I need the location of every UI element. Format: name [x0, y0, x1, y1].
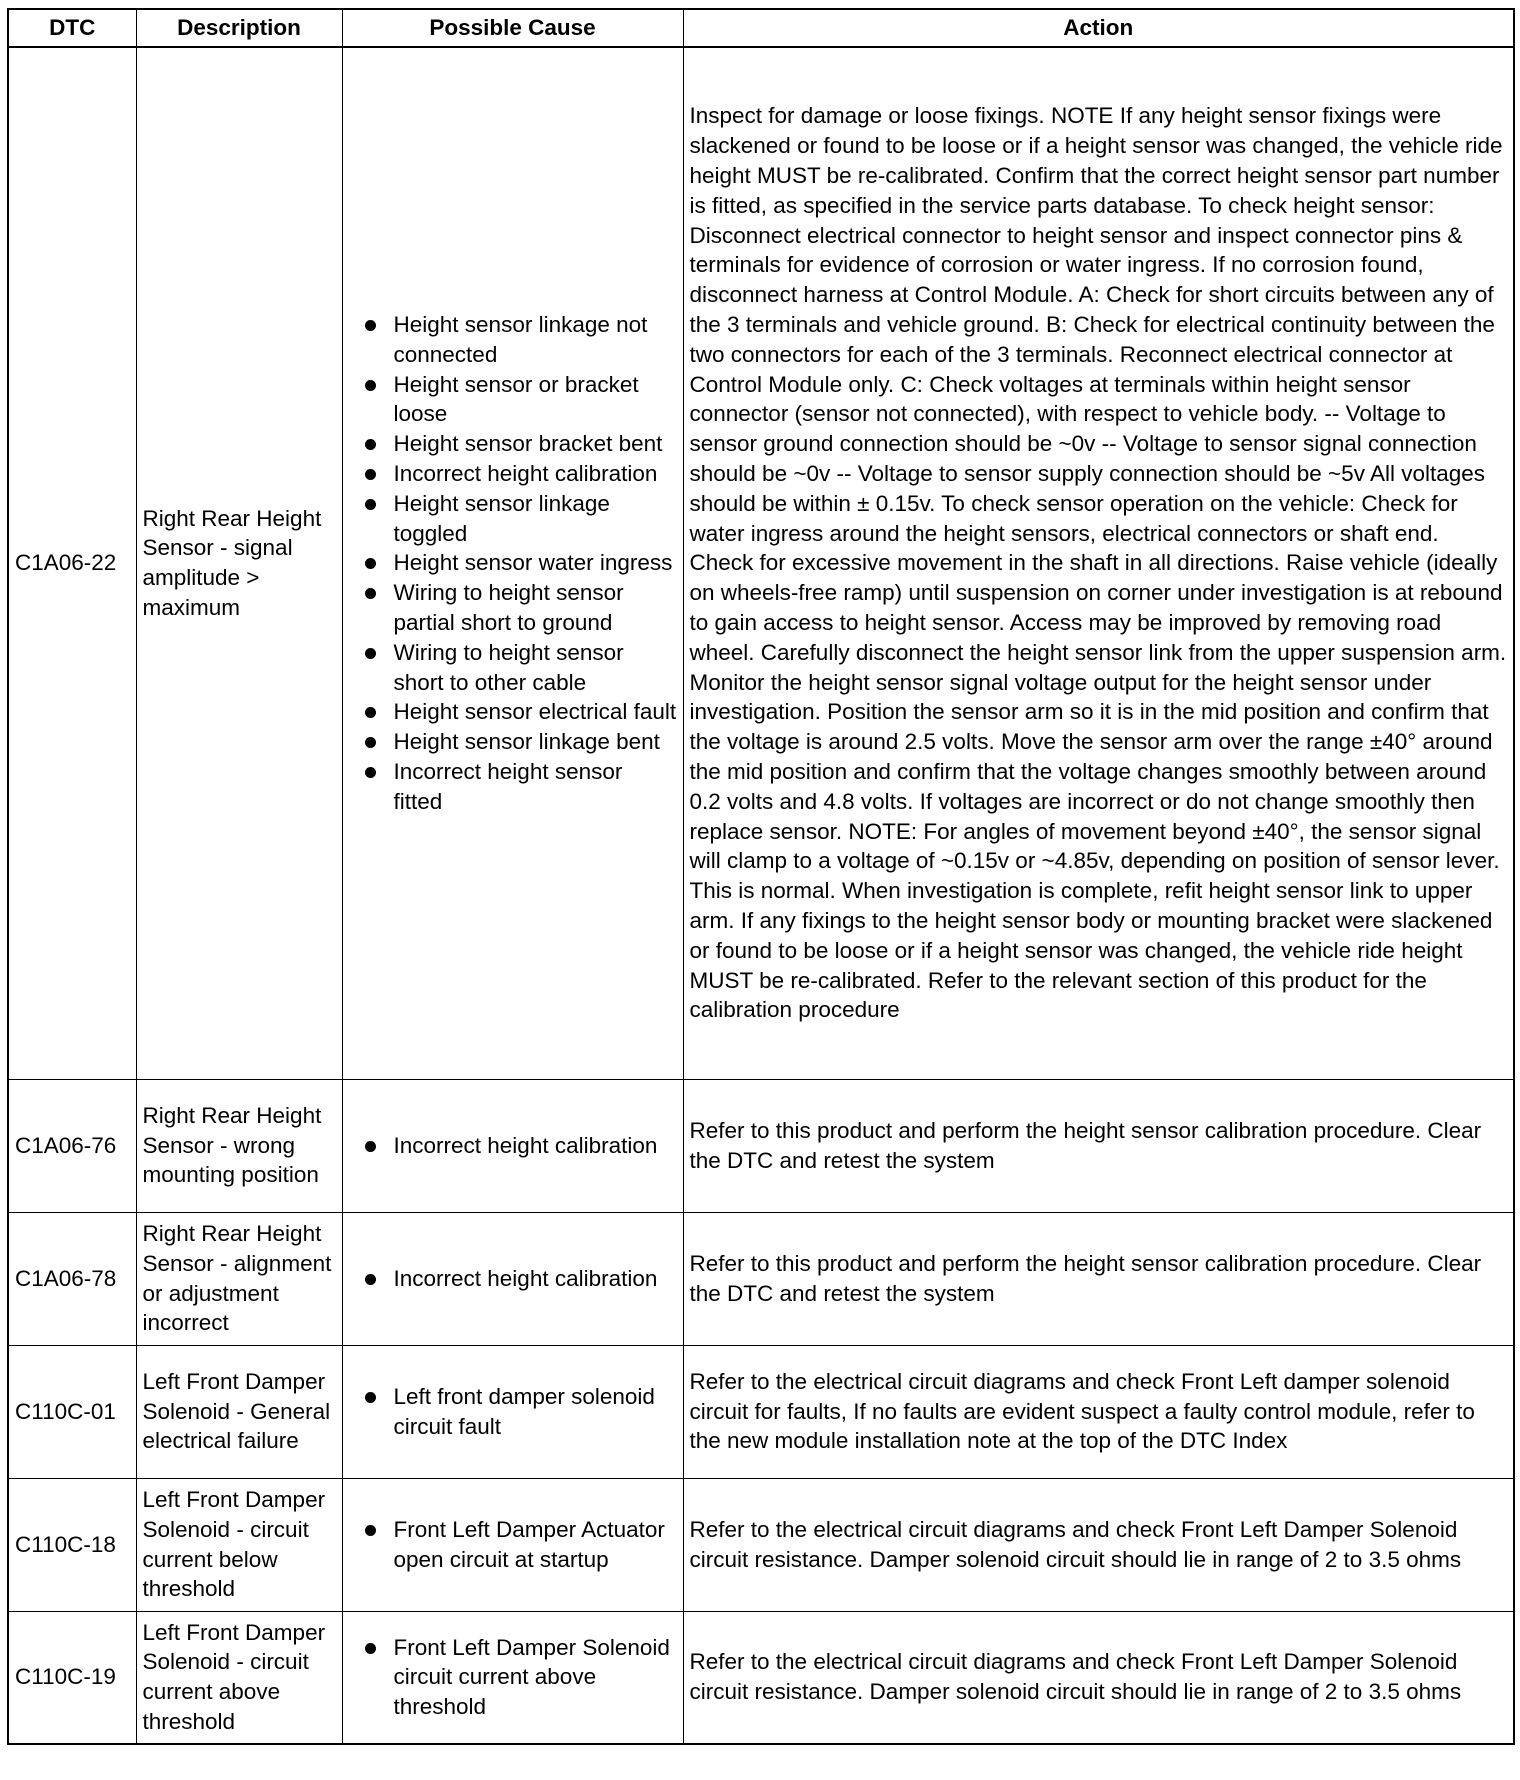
- cause-item: [349, 370, 677, 430]
- header-description: Description: [136, 9, 342, 47]
- bullet-icon: [365, 767, 376, 778]
- cause-item: [349, 310, 677, 370]
- dtc-code: C110C-18: [8, 1478, 136, 1611]
- bullet-icon: [365, 499, 376, 510]
- bullet-icon: [365, 320, 376, 331]
- header-action: Action: [683, 9, 1514, 47]
- dtc-action: Refer to the electrical circuit diagrams and check Front Left Damper Solenoid circuit resistance. Damper solenoid circuit should lie in range of 2 to 3.5 ohms: [683, 1478, 1514, 1611]
- cause-text: Height sensor electrical fault: [393, 699, 677, 725]
- dtc-code: C110C-19: [8, 1611, 136, 1744]
- bullet-icon: [365, 1392, 376, 1403]
- dtc-description: Left Front Damper Solenoid - circuit current below threshold: [136, 1478, 342, 1611]
- cause-text: Height sensor linkage bent: [393, 729, 660, 755]
- cause-text: Incorrect height calibration: [393, 1265, 658, 1291]
- table-row: [8, 1345, 1514, 1478]
- cause-text: Height sensor linkage not connected: [393, 311, 648, 367]
- dtc-code: C1A06-22: [8, 47, 136, 1079]
- dtc-code: C1A06-76: [8, 1079, 136, 1212]
- dtc-description: Left Front Damper Solenoid - General electrical failure: [136, 1345, 342, 1478]
- possible-causes: [342, 1079, 683, 1212]
- cause-item: [349, 578, 677, 638]
- table-row: [8, 1478, 1514, 1611]
- cause-list: [349, 310, 677, 817]
- cause-text: Height sensor linkage toggled: [393, 490, 610, 546]
- dtc-description: Right Rear Height Sensor - signal amplitude > maximum: [136, 47, 342, 1079]
- bullet-icon: [365, 1525, 376, 1536]
- possible-causes: [342, 1611, 683, 1744]
- cause-item: [349, 1264, 677, 1294]
- cause-text: Front Left Damper Solenoid circuit current above threshold: [393, 1634, 670, 1720]
- bullet-icon: [365, 439, 376, 450]
- bullet-icon: [365, 1141, 376, 1152]
- cause-list: [349, 1131, 677, 1161]
- bullet-icon: [365, 707, 376, 718]
- possible-causes: [342, 1345, 683, 1478]
- dtc-description: Left Front Damper Solenoid - circuit current above threshold: [136, 1611, 342, 1744]
- header-row: [8, 9, 1514, 47]
- cause-item: [349, 429, 677, 459]
- dtc-action: Refer to this product and perform the height sensor calibration procedure. Clear the DTC and retest the system: [683, 1079, 1514, 1212]
- cause-text: Wiring to height sensor short to other cable: [393, 639, 624, 695]
- possible-causes: [342, 1212, 683, 1345]
- bullet-icon: [365, 558, 376, 569]
- cause-text: Front Left Damper Actuator open circuit at startup: [393, 1516, 665, 1572]
- header-possible-cause: Possible Cause: [342, 9, 683, 47]
- cause-text: Left front damper solenoid circuit fault: [393, 1383, 655, 1439]
- table-body: [8, 47, 1514, 1744]
- cause-text: Height sensor or bracket loose: [393, 371, 639, 427]
- dtc-code: C1A06-78: [8, 1212, 136, 1345]
- cause-list: [349, 1382, 677, 1442]
- cause-text: Wiring to height sensor partial short to ground: [393, 580, 624, 635]
- bullet-icon: [365, 588, 376, 599]
- bullet-icon: [365, 737, 376, 748]
- cause-item: [349, 459, 677, 489]
- cause-text: Incorrect height calibration: [393, 460, 658, 486]
- cause-item: [349, 697, 677, 727]
- cause-item: [349, 727, 677, 757]
- cause-text: Incorrect height calibration: [393, 1132, 658, 1158]
- table-row: [8, 1079, 1514, 1212]
- cause-text: Height sensor bracket bent: [393, 431, 663, 457]
- cause-item: [349, 1633, 677, 1722]
- dtc-table: [7, 8, 1515, 1745]
- cause-list: [349, 1264, 677, 1294]
- cause-item: [349, 1131, 677, 1161]
- cause-item: [349, 1515, 677, 1575]
- dtc-action: Refer to the electrical circuit diagrams and check Front Left Damper Solenoid circuit resistance. Damper solenoid circuit should lie in range of 2 to 3.5 ohms: [683, 1611, 1514, 1744]
- dtc-action: Refer to the electrical circuit diagrams and check Front Left damper solenoid circuit for faults, If no faults are evident suspect a faulty control module, refer to the new module installation note at the top of the DTC Index: [683, 1345, 1514, 1478]
- bullet-icon: [365, 648, 376, 659]
- cause-item: [349, 757, 677, 817]
- dtc-action: Refer to this product and perform the height sensor calibration procedure. Clear the DTC and retest the system: [683, 1212, 1514, 1345]
- cause-item: [349, 489, 677, 549]
- bullet-icon: [365, 1643, 376, 1654]
- table-row: [8, 1212, 1514, 1345]
- possible-causes: [342, 1478, 683, 1611]
- dtc-description: Right Rear Height Sensor - wrong mounting position: [136, 1079, 342, 1212]
- dtc-description: Right Rear Height Sensor - alignment or adjustment incorrect: [136, 1212, 342, 1345]
- cause-item: [349, 638, 677, 698]
- possible-causes: [342, 47, 683, 1079]
- header-dtc: DTC: [8, 9, 136, 47]
- cause-text: Incorrect height sensor fitted: [393, 758, 623, 814]
- table-row: [8, 1611, 1514, 1744]
- dtc-code: C110C-01: [8, 1345, 136, 1478]
- cause-list: [349, 1515, 677, 1575]
- cause-item: [349, 548, 677, 578]
- cause-text: Height sensor water ingress: [393, 550, 673, 576]
- cause-list: [349, 1633, 677, 1722]
- dtc-action: Inspect for damage or loose fixings. NOTE If any height sensor fixings were slackened or found to be loose or if a height sensor was changed, the vehicle ride height MUST be re-calibrated. Confirm that the correct height sensor part number is fitted, as specified in the service parts database. To check height sensor: Disconnect electrical connector to height sensor and inspect connector pins & terminals for evidence of corrosion or water ingress. If no corrosion found, disconnect harness at Control Module. A: Check for short circuits between any of the 3 terminals and vehicle ground. B: Check for electrical continuity between the two connectors for each of the 3 terminals. Reconnect electrical connector at Control Module only. C: Check voltages at terminals within height sensor connector (sensor not connected), with respect to vehicle body. -- Voltage to sensor ground connection should be ~0v -- Voltage to sensor signal connection should be ~0v -- Voltage to sensor supply connection should be ~5v All voltages should be within ± 0.15v. To check sensor operation on the vehicle: Check for water ingress around the height sensors, electrical connectors or shaft end. Check for excessive movement in the shaft in all directions. Raise vehicle (ideally on wheels-free ramp) until suspension on corner under investigation is at rebound to gain access to height sensor. Access may be improved by removing road wheel. Carefully disconnect the height sensor link from the upper suspension arm. Monitor the height sensor signal voltage output for the height sensor under investigation. Position the sensor arm so it is in the mid position and confirm that the voltage is around 2.5 volts. Move the sensor arm over the range ±40° around the mid position and confirm that the voltage changes smoothly between around 0.2 volts and 4.8 volts. If voltages are incorrect or do not change smoothly then replace sensor. NOTE: For angles of movement beyond ±40°, the sensor signal will clamp to a voltage of ~0.15v or ~4.85v, depending on position of sensor lever. This is normal. When investigation is complete, refit height sensor link to upper arm. If any fixings to the height sensor body or mounting bracket were slackened or found to be loose or if a height sensor was changed, the vehicle ride height MUST be re-calibrated. Refer to the relevant section of this product for the calibration procedure: [683, 47, 1514, 1079]
- cause-item: [349, 1382, 677, 1442]
- bullet-icon: [365, 469, 376, 480]
- bullet-icon: [365, 380, 376, 391]
- table-row: [8, 47, 1514, 1079]
- bullet-icon: [365, 1274, 376, 1285]
